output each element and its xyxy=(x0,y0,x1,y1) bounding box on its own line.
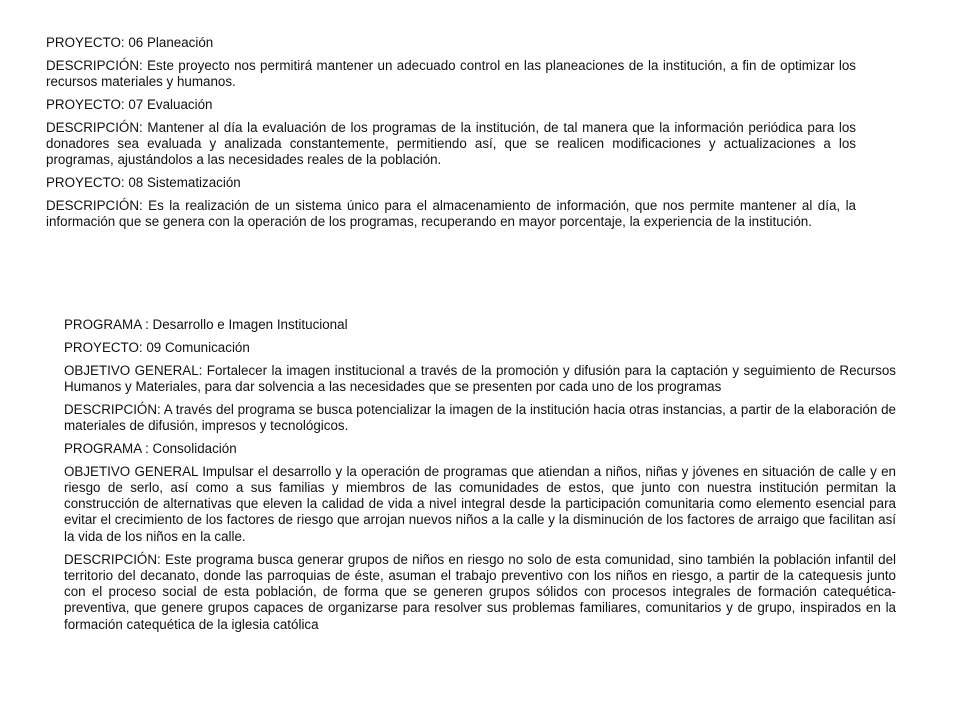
project-06-description: DESCRIPCIÓN: Este proyecto nos permitirá mantener un adecuado control en las planeaciones de la institución, a fin de optimizar los recursos materiales y humanos. xyxy=(46,57,856,90)
project-09-description: DESCRIPCIÓN: A través del programa se busca potencializar la imagen de la institución hacia otras instancias, a partir de la elaboración de materiales de difusión, impresos y tecnológicos. xyxy=(64,401,896,433)
project-09-title: PROYECTO: 09 Comunicación xyxy=(64,339,250,355)
program-imagen-title: PROGRAMA : Desarrollo e Imagen Institucional xyxy=(64,317,348,332)
project-08-description: DESCRIPCIÓN: Es la realización de un sistema único para el almacenamiento de información, que nos permite mantener al día, la información que se genera con la operación de los programas, recuperando en mayor porcentaje, la experiencia de la institución. xyxy=(46,197,856,230)
programs-section xyxy=(64,317,896,640)
program-consolidacion-objective: OBJETIVO GENERAL Impulsar el desarrollo y la operación de programas que atiendan a niños, niñas y jóvenes en situación de calle y en riesgo de serlo, así como a sus familias y miembros de las comunidades de estos, que junto con nuestra institución permitan la construcción de alternativas que eleven la calidad de vida a nivel integral desde la participación comunitaria como elemento esencial para evitar el crecimiento de los factores de riesgo que arrojan nuevos niños a la calle y la disminución de los factores de arraigo que facilitan así la vida de los niños en la calle. xyxy=(64,463,896,544)
project-06-title: PROYECTO: 06 Planeación xyxy=(46,35,214,50)
project-07-title: PROYECTO: 07 Evaluación xyxy=(46,96,213,112)
program-consolidacion-title: PROGRAMA : Consolidación xyxy=(64,440,237,456)
program-consolidacion-description: DESCRIPCIÓN: Este programa busca generar grupos de niños en riesgo no solo de esta comunidad, sino también la población infantil del territorio del decanato, donde las parroquias de éste, asuman el trabajo preventivo con los niños en riesgo, a partir de la catequesis junto con el proceso social de esta población, de forma que se generen grupos sólidos con procesos integrales de formación catequética-preventiva, que genere grupos capaces de organizarse para resolver sus problemas familiares, comunitarios y de grupo, inspirados en la formación catequética de la iglesia católica xyxy=(64,551,896,632)
project-08-title: PROYECTO: 08 Sistematización xyxy=(46,175,241,191)
projects-section xyxy=(46,35,856,237)
project-09-objective: OBJETIVO GENERAL: Fortalecer la imagen institucional a través de la promoción y difusión para la captación y seguimiento de Recursos Humanos y Materiales, para dar solvencia a las necesidades que se presenten por cada uno de los programas xyxy=(64,362,896,394)
project-07-description: DESCRIPCIÓN: Mantener al día la evaluación de los programas de la institución, de tal manera que la información periódica para los donadores sea evaluada y analizada constantemente, permitiendo así, que se realicen modificaciones y actualizaciones a los programas, ajustándolos a las necesidades reales de la población. xyxy=(46,119,856,168)
